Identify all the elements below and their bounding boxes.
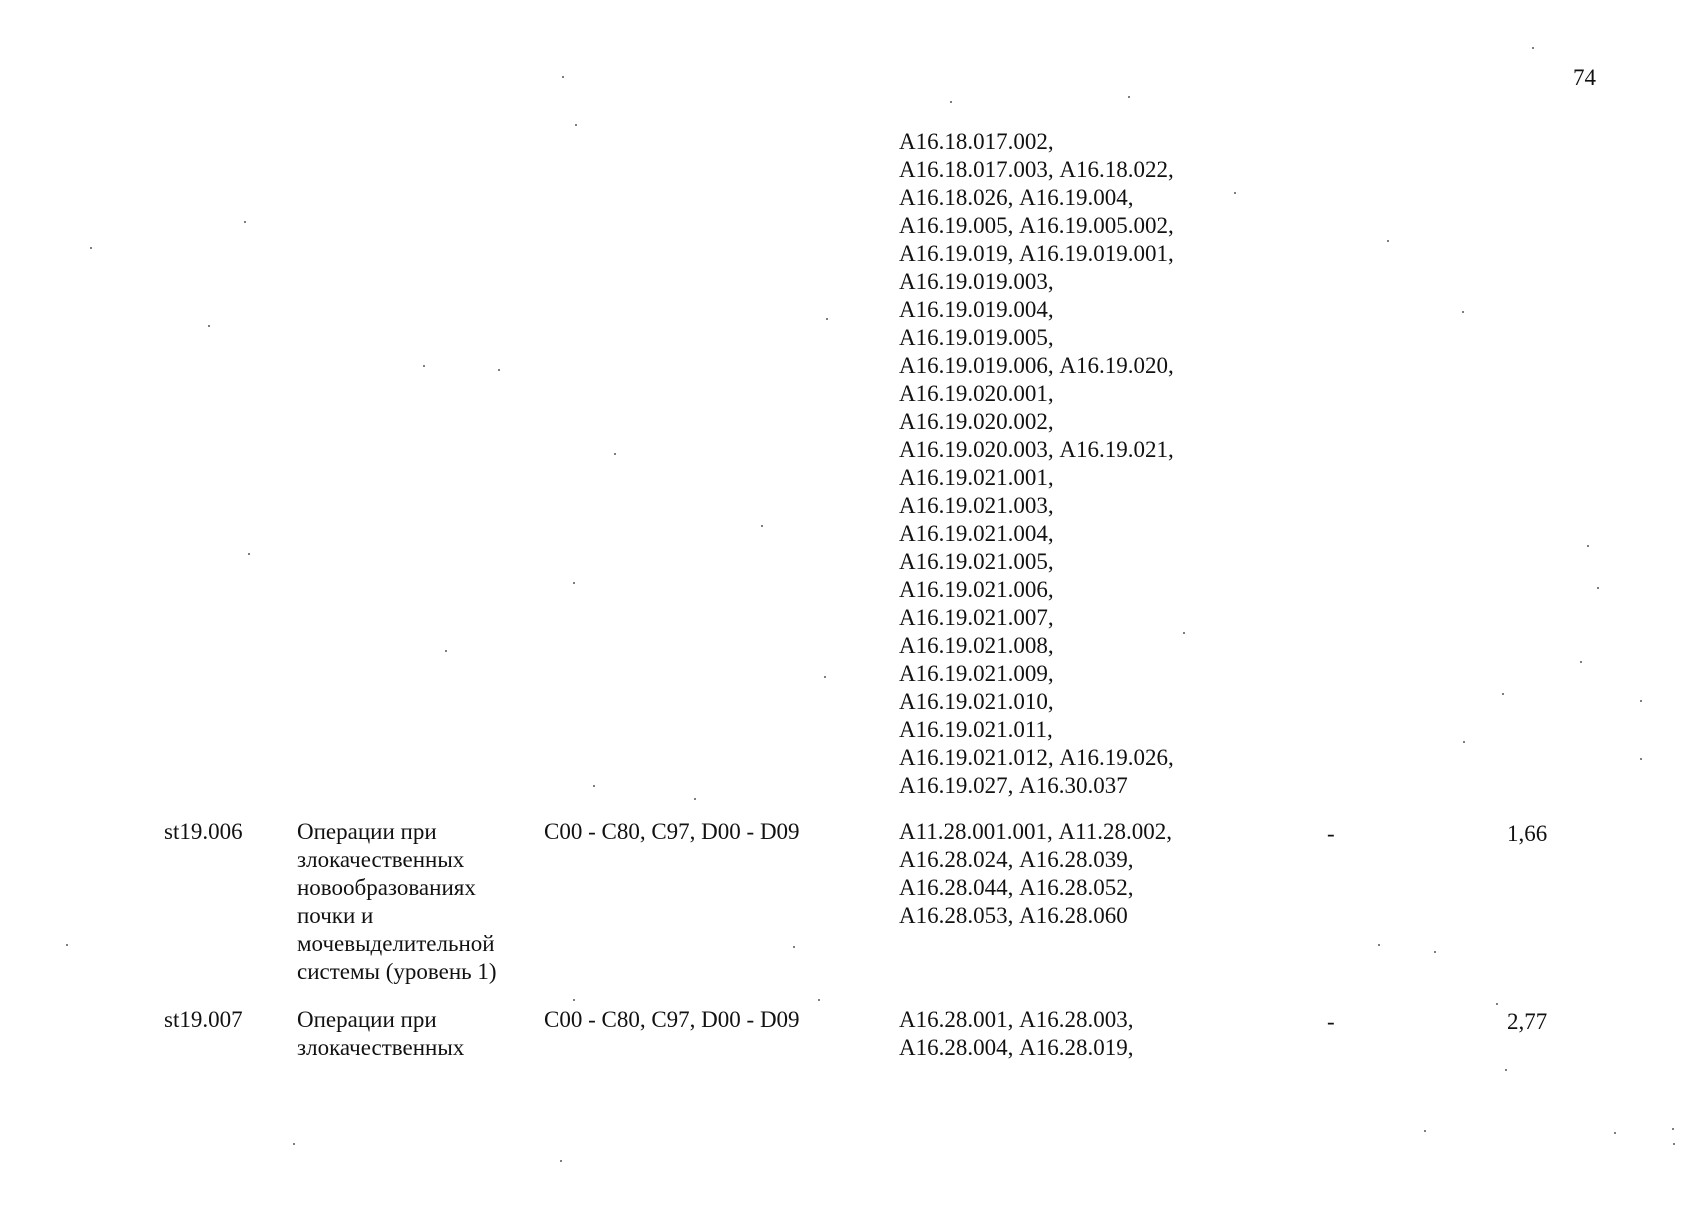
table-row-st19-007 bbox=[0, 1006, 1698, 1206]
row-coefficient: 1,66 bbox=[1507, 821, 1548, 846]
row-coefficient: 2,77 bbox=[1507, 1009, 1548, 1034]
row-extra: - bbox=[1327, 821, 1335, 846]
row-diagnoses: C00 - C80, C97, D00 - D09 bbox=[544, 1007, 800, 1032]
row-operations: А16.28.001, А16.28.003, А16.28.004, А16.28.019, bbox=[899, 1007, 1134, 1060]
row-diagnoses: C00 - C80, C97, D00 - D09 bbox=[544, 819, 800, 844]
row-operations: А11.28.001.001, А11.28.002, А16.28.024, А16.28.039, А16.28.044, А16.28.052, А16.28.053, А16.28.060 bbox=[899, 819, 1173, 928]
row-name: Операции при злокачественных bbox=[297, 1007, 465, 1060]
table-row-st19-006 bbox=[0, 818, 1698, 1018]
row-name: Операции при злокачественных новообразованиях почки и мочевыделительной системы (уровень 1) bbox=[297, 819, 497, 984]
row-extra: - bbox=[1327, 1009, 1335, 1034]
page-number: 74 bbox=[1573, 65, 1596, 90]
row-code: st19.007 bbox=[164, 1007, 243, 1032]
operations-codes-continued: А16.18.017.002, А16.18.017.003, А16.18.022, А16.18.026, А16.19.004, А16.19.005, А16.19.005.002, А16.19.019, А16.19.019.001, А16.19.019.003, А16.19.019.004, А16.19.019.005, А16.19.019.006, А16.19.020, А16.19.020.001, А16.19.020.002, А16.19.020.003, А16.19.021, А16.19.021.001, А16.19.021.003, А16.19.021.004, А16.19.021.005, А16.19.021.006, А16.19.021.007, А16.19.021.008, А16.19.021.009, А16.19.021.010, А16.19.021.011, А16.19.021.012, А16.19.026, А16.19.027, А16.30.037 bbox=[899, 129, 1174, 798]
row-code: st19.006 bbox=[164, 819, 243, 844]
